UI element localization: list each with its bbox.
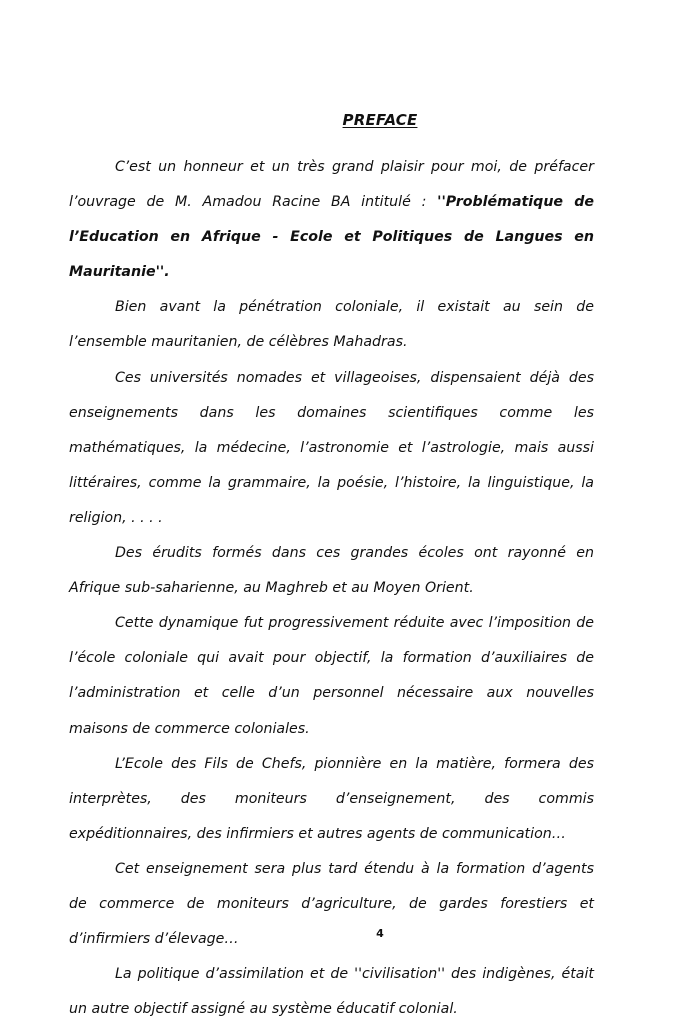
paragraph-5: Cette dynamique fut progressivement réduite avec l’imposition de l’école coloniale qui avait pour objectif, la formation d’auxiliaires de l’administration et celle d’un personnel nécessaire aux nouvelles maisons de commerce coloniales. — [69, 615, 594, 737]
paragraph-7: Cet enseignement sera plus tard étendu à la formation d’agents de commerce de moniteurs d’agriculture, de gardes forestiers et d’infirmiers d’élevage… — [69, 860, 594, 948]
paragraph-6: L’Ecole des Fils de Chefs, pionnière en la matière, formera des interprètes, des moniteurs d’enseignement, des commis expéditionnaires, des infirmiers et autres agents de communication… — [69, 755, 594, 842]
page-title: PREFACE — [342, 111, 418, 129]
preface-body — [69, 150, 594, 1027]
paragraph-3: Ces universités nomades et villageoises, dispensaient déjà des enseignements dans les domaines scientifiques comme les mathématiques, la médecine, l’astronomie et l’astrologie, mais aussi littéraires, comme la grammaire, la poésie, l’histoire, la linguistique, la religion, . . . . — [69, 369, 594, 526]
paragraph-1-text: C’est un honneur et un très grand plaisir pour moi, de préfacer l’ouvrage de M. Amadou Racine BA intitulé : — [69, 159, 594, 211]
book-title: ''Problématique de l’Education en Afrique - Ecole et Politiques de Langues en Mauritanie''. — [69, 194, 595, 281]
paragraph-2: Bien avant la pénétration coloniale, il existait au sein de l’ensemble mauritanien, de célèbres Mahadras. — [69, 299, 594, 351]
paragraph-4: Des érudits formés dans ces grandes écoles ont rayonné en Afrique sub-saharienne, au Maghreb et au Moyen Orient. — [69, 545, 594, 597]
paragraph-1 — [69, 150, 594, 290]
page-number: 4 — [376, 927, 384, 940]
paragraph-8: La politique d’assimilation et de ''civilisation'' des indigènes, était un autre objectif assigné au système éducatif colonial. — [69, 966, 594, 1018]
